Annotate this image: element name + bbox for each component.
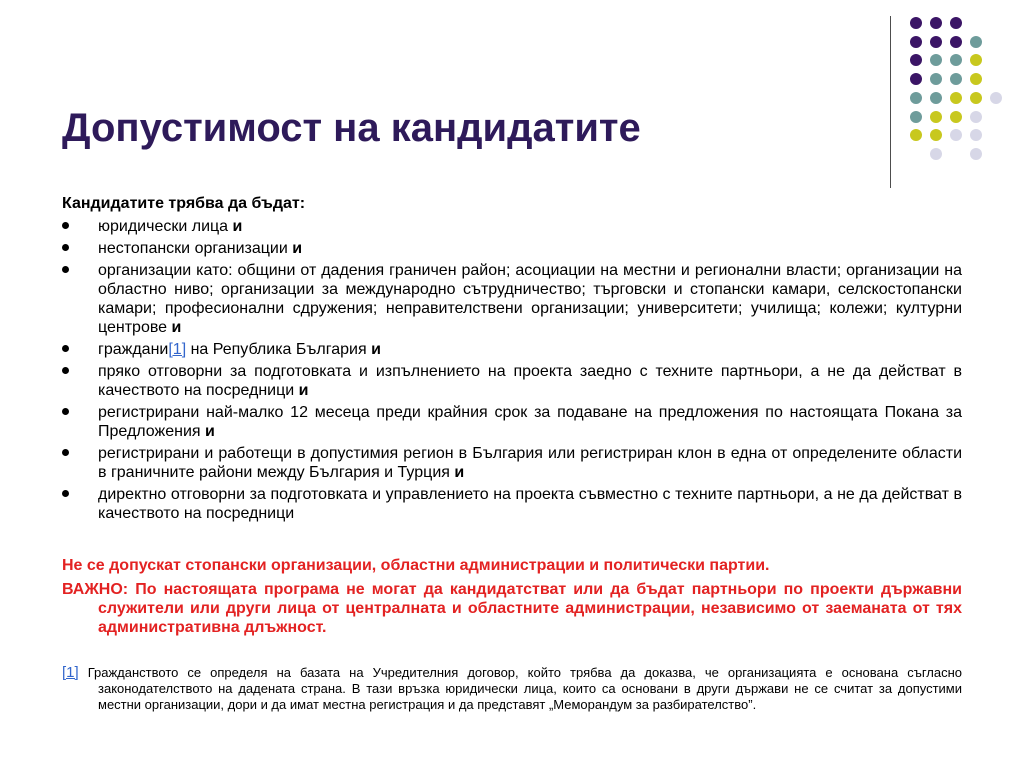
slide-body: [62, 194, 962, 713]
footnote-ref-link[interactable]: [1]: [62, 664, 79, 681]
list-item: [62, 444, 962, 482]
slide-title: Допустимост на кандидатите: [62, 106, 641, 150]
decor-dot: [930, 36, 942, 48]
important-notice: ВАЖНО: По настоящата програма не могат да кандидатстват или да бъдат партньори по проекти държавни служители или други лица от централната и областните администрации, независимо от заеманата от тях административна длъжност.: [62, 581, 962, 636]
decor-dot: [910, 17, 922, 29]
decorative-divider-line: [890, 16, 891, 188]
footnote: [62, 665, 962, 713]
decor-dot: [910, 73, 922, 85]
bullet-icon: [62, 367, 69, 374]
bullet-icon: [62, 266, 69, 273]
list-item: [62, 340, 962, 359]
decor-dot: [930, 148, 942, 160]
bullet-icon: [62, 345, 69, 352]
decor-dot: [950, 129, 962, 141]
decor-dot: [950, 54, 962, 66]
decor-dot: [930, 111, 942, 123]
item-conjunction: и: [454, 464, 465, 481]
decor-dot: [970, 54, 982, 66]
warning-text: Не се допускат стопански организации, областни администрации и политически партии.: [62, 557, 770, 574]
decor-dot: [950, 73, 962, 85]
list-item: [62, 485, 962, 523]
eligibility-list: [62, 217, 962, 523]
decor-dot: [950, 111, 962, 123]
decor-dot: [950, 36, 962, 48]
bullet-icon: [62, 449, 69, 456]
decor-dot: [910, 92, 922, 104]
list-item: [62, 217, 962, 236]
decor-dot: [970, 36, 982, 48]
footnote-text: Гражданството се определя на базата на Учредителния договор, който трябва да доказва, че организацията е основана съгласно законодателството на дадената страна. В тази връзка юридически лица, които са основани в други държави не се считат за допустими местни организации, дори и да имат местна регистрация и да представят „Меморандум за разбирателство”.: [78, 665, 962, 712]
item-conjunction: и: [371, 341, 381, 358]
list-item: [62, 403, 962, 441]
bullet-icon: [62, 244, 69, 251]
item-text: организации като: общини от дадения граничен район; асоциации на местни и регионални власти; организации на областно ниво; организации за международно сътрудничество; търговски и стопански камари, селскостопански камари; професионални сдружения; неправителствени организации; университети; училища; колежи; културни центрове: [98, 262, 962, 336]
decor-dot: [930, 54, 942, 66]
item-conjunction: и: [292, 240, 303, 257]
item-text: нестопански организации: [98, 240, 293, 257]
decor-dot: [910, 36, 922, 48]
decor-dot: [990, 92, 1002, 104]
lead-text: Кандидатите трябва да бъдат:: [62, 195, 306, 212]
bullet-icon: [62, 222, 69, 229]
decor-dot: [930, 73, 942, 85]
item-text: директно отговорни за подготовката и управлението на проекта съвместно с техните партньори, а не да действат в качеството на посредници: [98, 486, 962, 522]
decor-dot: [910, 111, 922, 123]
list-item: [62, 362, 962, 400]
footnote-ref-link[interactable]: [1]: [168, 341, 187, 358]
decor-dot: [970, 129, 982, 141]
decor-dot: [970, 111, 982, 123]
item-text: граждани: [98, 341, 169, 358]
decor-dot: [910, 129, 922, 141]
item-text-after: на Република България: [186, 341, 372, 358]
item-conjunction: и: [171, 319, 182, 336]
decor-dot: [950, 92, 962, 104]
decor-dot: [970, 148, 982, 160]
decor-dot: [930, 129, 942, 141]
decor-dot: [970, 92, 982, 104]
decor-dot: [950, 17, 962, 29]
item-text: юридически лица: [98, 218, 233, 235]
item-conjunction: и: [205, 423, 215, 440]
item-text: регистрирани и работещи в допустимия регион в България или регистриран клон в една от определените области в граничните райони между България и Турция: [98, 445, 962, 481]
decor-dot: [970, 73, 982, 85]
list-item: [62, 239, 962, 258]
decor-dot: [930, 17, 942, 29]
decorative-dot-grid: [904, 16, 1014, 166]
list-item: [62, 261, 962, 337]
item-text: регистрирани най-малко 12 месеца преди крайния срок за подаване на предложения по настоящата Покана за Предложения: [98, 404, 962, 440]
decor-dot: [930, 92, 942, 104]
item-text: пряко отговорни за подготовката и изпълнението на проекта заедно с техните партньори, а не да действат в качеството на посредници: [98, 363, 962, 399]
bullet-icon: [62, 490, 69, 497]
bullet-icon: [62, 408, 69, 415]
item-conjunction: и: [232, 218, 243, 235]
decor-dot: [910, 54, 922, 66]
item-conjunction: и: [298, 382, 309, 399]
